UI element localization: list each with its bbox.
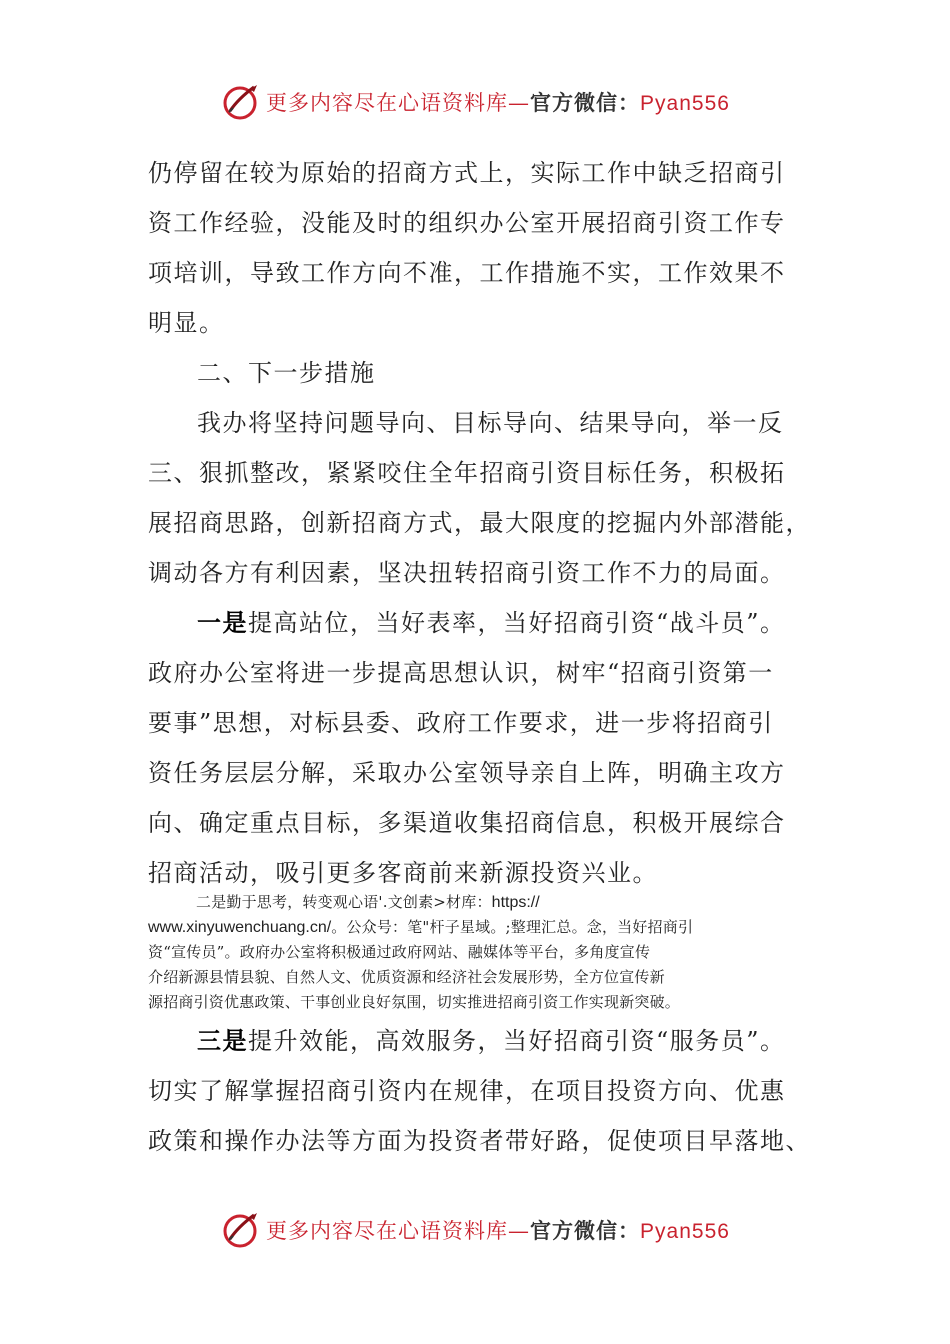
- pen-logo-icon: [220, 1209, 262, 1251]
- text-line: 政府办公室将进一步提高思想认识，树牢“招商引资第一: [148, 659, 774, 687]
- text-line: 资“宣传员”。政府办公室将积极通过政府网站、融媒体等平台，多角度宣传: [148, 943, 651, 961]
- banner-wechat-id: Pyan556: [640, 92, 730, 115]
- footer-banner: [0, 1208, 950, 1252]
- text-line: 政策和操作办法等方面为投资者带好路，促使项目早落地、: [148, 1127, 811, 1155]
- text-line: [197, 598, 786, 648]
- text-line: 展招商思路，创新招商方式，最大限度的挖掘内外部潜能，: [148, 509, 811, 537]
- banner-title: 更多内容尽在心语资料库: [266, 91, 509, 115]
- text-line: 仍停留在较为原始的招商方式上，实际工作中缺乏招商引: [148, 159, 786, 187]
- text-line: 我办将坚持问题导向、目标导向、结果导向，举一反: [197, 409, 784, 437]
- text-line: 资任务层层分解，采取办公室领导亲自上阵，明确主攻方: [148, 759, 786, 787]
- banner-wechat-label: 官方微信：: [530, 1219, 641, 1243]
- banner-dash: —: [508, 1219, 531, 1243]
- text-line: 招商活动，吸引更多客商前来新源投资兴业。: [148, 859, 658, 887]
- section-heading: 二、下一步措施: [197, 359, 376, 387]
- point-lead: 一是: [197, 608, 248, 637]
- text-line: 项培训，导致工作方向不准，工作措施不实，工作效果不: [148, 259, 786, 287]
- pen-logo-icon: [220, 81, 262, 123]
- text-segment: 。公众号：笔"杆子星域。;整理汇总。念，当好招商引: [331, 918, 694, 936]
- point-title: 提升效能，高效服务，当好招商引资“服务员”。: [248, 1027, 786, 1055]
- text-line: 资工作经验，没能及时的组织办公室开展招商引资工作专: [148, 209, 786, 237]
- text-line: 切实了解掌握招商引资内在规律，在项目投资方向、优惠: [148, 1077, 786, 1105]
- banner-wechat-label: 官方微信：: [530, 91, 641, 115]
- text-line: [148, 916, 693, 939]
- banner-title: 更多内容尽在心语资料库: [266, 1219, 509, 1243]
- text-line: 调动各方有利因素，坚决扭转招商引资工作不力的局面。: [148, 559, 786, 587]
- text-line: 向、确定重点目标，多渠道收集招商信息，积极开展综合: [148, 809, 786, 837]
- text-line: 源招商引资优惠政策、干事创业良好氛围，切实推进招商引资工作实现新突破。: [148, 993, 681, 1011]
- text-line: 介绍新源县情县貌、自然人文、优质资源和经济社会发展形势，全方位宣传新: [148, 968, 665, 986]
- text-line: [196, 891, 540, 914]
- text-line: 要事”思想，对标县委、政府工作要求，进一步将招商引: [148, 709, 774, 737]
- point-title: 提高站位，当好表率，当好招商引资“战斗员”。: [248, 609, 786, 637]
- header-banner: [0, 80, 950, 124]
- banner-wechat-id: Pyan556: [640, 1220, 730, 1243]
- url-link[interactable]: https://: [491, 894, 540, 911]
- point-lead: 三是: [197, 1026, 248, 1055]
- url-link[interactable]: www.xinyuwenchuang.cn/: [148, 919, 332, 936]
- text-line: [197, 1016, 786, 1066]
- text-segment: 二是勤于思考，转变观心语'.文创素>材库：: [196, 893, 492, 911]
- text-line: 明显。: [148, 309, 225, 337]
- text-line: 三、狠抓整改，紧紧咬住全年招商引资目标任务，积极拓: [148, 459, 786, 487]
- banner-dash: —: [508, 91, 531, 115]
